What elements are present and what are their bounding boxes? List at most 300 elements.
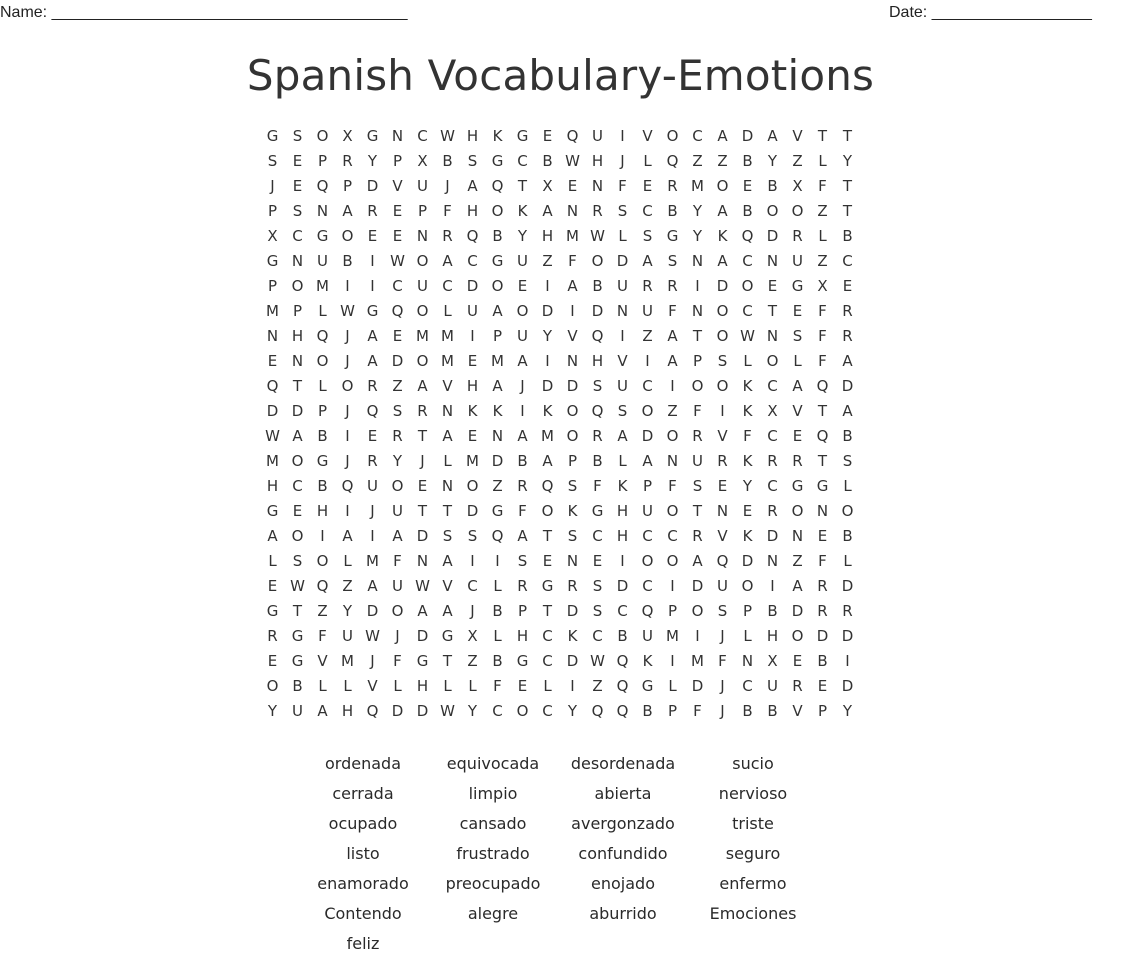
- grid-letter: Z: [492, 477, 503, 495]
- grid-letter: D: [566, 602, 579, 620]
- grid-letter: N: [441, 402, 454, 420]
- grid-letter: Z: [542, 252, 553, 270]
- grid-letter: E: [467, 427, 478, 445]
- grid-letter: I: [470, 552, 475, 570]
- grid-row: [260, 174, 862, 199]
- grid-letter: M: [691, 177, 704, 195]
- grid-letter: N: [266, 327, 279, 345]
- grid-letter: L: [443, 677, 452, 695]
- grid-letter: J: [720, 702, 725, 720]
- grid-letter: H: [316, 502, 329, 520]
- grid-letter: O: [666, 127, 679, 145]
- grid-letter: A: [492, 302, 503, 320]
- grid-letter: P: [692, 352, 703, 370]
- grid-letter: S: [467, 152, 478, 170]
- grid-letter: C: [492, 702, 503, 720]
- grid-letter: Q: [616, 702, 629, 720]
- grid-letter: I: [545, 277, 550, 295]
- grid-letter: C: [642, 527, 653, 545]
- word-bank-item: enamorado: [317, 874, 409, 893]
- grid-letter: L: [668, 677, 677, 695]
- page-title: Spanish Vocabulary-Emotions: [246, 51, 875, 100]
- grid-letter: R: [842, 602, 853, 620]
- grid-letter: E: [267, 577, 278, 595]
- grid-letter: K: [492, 402, 503, 420]
- grid-letter: C: [542, 627, 553, 645]
- grid-letter: B: [842, 227, 853, 245]
- grid-letter: P: [517, 602, 528, 620]
- grid-letter: O: [741, 277, 754, 295]
- grid-letter: Q: [666, 152, 679, 170]
- grid-letter: D: [816, 627, 829, 645]
- grid-letter: O: [716, 377, 729, 395]
- grid-letter: S: [617, 202, 628, 220]
- grid-letter: I: [845, 652, 850, 670]
- grid-letter: I: [320, 527, 325, 545]
- grid-letter: U: [692, 452, 703, 470]
- grid-letter: B: [817, 652, 828, 670]
- grid-letter: A: [442, 602, 453, 620]
- grid-letter: C: [742, 677, 753, 695]
- grid-letter: K: [742, 402, 753, 420]
- grid-letter: U: [367, 477, 378, 495]
- grid-letter: P: [342, 177, 353, 195]
- grid-letter: L: [743, 352, 752, 370]
- grid-letter: O: [841, 502, 854, 520]
- grid-letter: M: [666, 627, 679, 645]
- word-bank-item: ordenada: [325, 754, 401, 773]
- grid-letter: M: [441, 327, 454, 345]
- grid-letter: S: [567, 527, 578, 545]
- grid-letter: Q: [366, 702, 379, 720]
- grid-row: [260, 224, 862, 249]
- grid-letter: O: [416, 302, 429, 320]
- grid-letter: B: [642, 702, 653, 720]
- word-bank-item: cerrada: [332, 784, 394, 803]
- grid-letter: A: [292, 427, 303, 445]
- grid-letter: A: [542, 452, 553, 470]
- grid-letter: B: [767, 602, 778, 620]
- grid-letter: A: [417, 377, 428, 395]
- grid-letter: X: [767, 652, 778, 670]
- grid-letter: R: [692, 527, 703, 545]
- grid-letter: D: [391, 352, 404, 370]
- grid-letter: A: [442, 252, 453, 270]
- grid-letter: E: [517, 277, 528, 295]
- grid-letter: E: [767, 277, 778, 295]
- grid-letter: B: [517, 452, 528, 470]
- grid-letter: T: [842, 177, 853, 195]
- grid-letter: D: [366, 177, 379, 195]
- grid-letter: F: [818, 177, 827, 195]
- grid-letter: M: [366, 552, 379, 570]
- grid-letter: X: [767, 402, 778, 420]
- grid-letter: G: [541, 577, 554, 595]
- grid-letter: T: [767, 302, 778, 320]
- grid-letter: B: [317, 427, 328, 445]
- grid-letter: E: [517, 677, 528, 695]
- grid-letter: Y: [542, 327, 553, 345]
- grid-letter: X: [467, 627, 478, 645]
- grid-letter: K: [642, 652, 653, 670]
- word-bank: [298, 752, 818, 962]
- grid-letter: R: [842, 302, 853, 320]
- grid-letter: O: [591, 252, 604, 270]
- grid-letter: H: [516, 627, 529, 645]
- grid-letter: V: [792, 702, 803, 720]
- word-bank-item: feliz: [346, 934, 380, 953]
- grid-letter: A: [842, 402, 853, 420]
- grid-letter: H: [291, 327, 304, 345]
- grid-letter: B: [492, 227, 503, 245]
- grid-letter: S: [717, 602, 728, 620]
- grid-letter: E: [292, 152, 303, 170]
- grid-letter: S: [267, 152, 278, 170]
- grid-letter: Q: [816, 427, 829, 445]
- grid-letter: L: [493, 627, 502, 645]
- grid-letter: O: [291, 527, 304, 545]
- grid-letter: I: [620, 127, 625, 145]
- grid-letter: J: [370, 502, 375, 520]
- grid-letter: X: [342, 127, 353, 145]
- grid-letter: G: [366, 127, 379, 145]
- grid-letter: Y: [692, 227, 703, 245]
- grid-letter: O: [516, 702, 529, 720]
- grid-letter: R: [667, 277, 678, 295]
- grid-row: [260, 124, 862, 149]
- grid-letter: G: [491, 502, 504, 520]
- grid-letter: L: [393, 677, 402, 695]
- grid-letter: D: [416, 627, 429, 645]
- grid-letter: Y: [367, 152, 378, 170]
- grid-letter: M: [541, 427, 554, 445]
- grid-letter: L: [268, 552, 277, 570]
- grid-letter: D: [491, 452, 504, 470]
- grid-letter: O: [566, 427, 579, 445]
- grid-letter: T: [292, 602, 303, 620]
- grid-letter: A: [317, 702, 328, 720]
- grid-letter: Q: [591, 702, 604, 720]
- grid-letter: M: [491, 352, 504, 370]
- grid-letter: I: [470, 327, 475, 345]
- grid-letter: O: [716, 327, 729, 345]
- grid-letter: S: [292, 552, 303, 570]
- grid-letter: J: [395, 627, 400, 645]
- grid-letter: R: [367, 452, 378, 470]
- grid-letter: W: [565, 152, 580, 170]
- grid-letter: Q: [591, 402, 604, 420]
- grid-letter: H: [341, 702, 354, 720]
- grid-letter: E: [792, 302, 803, 320]
- grid-letter: D: [616, 252, 629, 270]
- grid-letter: D: [691, 577, 704, 595]
- grid-letter: B: [342, 252, 353, 270]
- grid-letter: F: [818, 552, 827, 570]
- grid-letter: D: [766, 527, 779, 545]
- grid-letter: E: [367, 227, 378, 245]
- grid-letter: Q: [641, 602, 654, 620]
- grid-letter: Z: [642, 327, 653, 345]
- grid-letter: A: [492, 377, 503, 395]
- grid-letter: L: [493, 577, 502, 595]
- name-field: Name: ________________________________________: [0, 4, 408, 21]
- grid-letter: S: [717, 352, 728, 370]
- grid-letter: F: [518, 502, 527, 520]
- grid-letter: L: [843, 477, 852, 495]
- grid-letter: C: [292, 477, 303, 495]
- grid-letter: K: [567, 502, 578, 520]
- word-bank-item: seguro: [725, 844, 781, 863]
- grid-letter: E: [742, 502, 753, 520]
- grid-letter: B: [742, 202, 753, 220]
- grid-letter: A: [342, 527, 353, 545]
- grid-letter: U: [642, 302, 653, 320]
- grid-letter: G: [791, 477, 804, 495]
- grid-letter: R: [342, 152, 353, 170]
- grid-letter: B: [742, 702, 753, 720]
- grid-letter: D: [691, 677, 704, 695]
- word-bank-item: confundido: [578, 844, 668, 863]
- grid-letter: A: [342, 202, 353, 220]
- grid-letter: Q: [366, 402, 379, 420]
- grid-letter: V: [367, 677, 378, 695]
- grid-letter: C: [742, 302, 753, 320]
- grid-letter: S: [392, 402, 403, 420]
- word-bank-item: nervioso: [718, 784, 788, 803]
- grid-letter: T: [442, 502, 453, 520]
- grid-letter: O: [641, 402, 654, 420]
- grid-letter: Y: [767, 152, 778, 170]
- grid-letter: R: [792, 452, 803, 470]
- grid-letter: D: [766, 227, 779, 245]
- grid-letter: L: [818, 227, 827, 245]
- grid-letter: E: [392, 202, 403, 220]
- grid-letter: F: [393, 652, 402, 670]
- grid-letter: P: [392, 152, 403, 170]
- grid-letter: O: [391, 602, 404, 620]
- grid-letter: U: [592, 127, 603, 145]
- grid-letter: T: [692, 502, 703, 520]
- grid-letter: T: [817, 127, 828, 145]
- grid-letter: N: [566, 202, 579, 220]
- grid-letter: N: [616, 302, 629, 320]
- grid-letter: V: [717, 427, 728, 445]
- grid-letter: Z: [342, 577, 353, 595]
- grid-letter: O: [766, 202, 779, 220]
- grid-letter: N: [491, 427, 504, 445]
- grid-letter: J: [420, 452, 425, 470]
- grid-letter: O: [716, 302, 729, 320]
- grid-letter: V: [392, 177, 403, 195]
- grid-letter: R: [767, 502, 778, 520]
- grid-letter: F: [493, 677, 502, 695]
- grid-letter: H: [616, 502, 629, 520]
- grid-letter: E: [717, 477, 728, 495]
- grid-letter: T: [817, 452, 828, 470]
- grid-letter: R: [817, 602, 828, 620]
- grid-letter: M: [566, 227, 579, 245]
- grid-letter: F: [693, 702, 702, 720]
- grid-letter: A: [642, 252, 653, 270]
- grid-letter: D: [266, 402, 279, 420]
- grid-letter: K: [567, 627, 578, 645]
- grid-letter: Q: [491, 527, 504, 545]
- grid-letter: E: [642, 177, 653, 195]
- grid-letter: B: [592, 277, 603, 295]
- grid-letter: Q: [591, 327, 604, 345]
- grid-letter: G: [266, 252, 279, 270]
- grid-letter: L: [343, 677, 352, 695]
- grid-letter: Z: [392, 377, 403, 395]
- grid-letter: C: [417, 127, 428, 145]
- grid-letter: E: [267, 352, 278, 370]
- grid-letter: U: [517, 327, 528, 345]
- grid-letter: R: [667, 177, 678, 195]
- grid-letter: F: [393, 552, 402, 570]
- grid-letter: J: [720, 627, 725, 645]
- grid-letter: S: [517, 552, 528, 570]
- grid-letter: S: [842, 452, 853, 470]
- word-bank-item: triste: [732, 814, 774, 833]
- grid-letter: U: [767, 677, 778, 695]
- grid-letter: U: [392, 502, 403, 520]
- grid-letter: R: [517, 577, 528, 595]
- grid-letter: Y: [517, 227, 528, 245]
- grid-letter: L: [443, 452, 452, 470]
- grid-letter: N: [766, 552, 779, 570]
- grid-letter: I: [695, 277, 700, 295]
- grid-letter: R: [517, 477, 528, 495]
- grid-letter: V: [717, 527, 728, 545]
- grid-letter: G: [491, 252, 504, 270]
- grid-row: [260, 424, 862, 449]
- grid-letter: B: [767, 702, 778, 720]
- grid-letter: T: [417, 502, 428, 520]
- grid-letter: N: [416, 552, 429, 570]
- grid-letter: S: [567, 477, 578, 495]
- grid-letter: P: [292, 302, 303, 320]
- grid-letter: Z: [792, 552, 803, 570]
- grid-letter: D: [841, 377, 854, 395]
- grid-letter: D: [741, 552, 754, 570]
- grid-letter: J: [345, 452, 350, 470]
- grid-letter: U: [617, 277, 628, 295]
- grid-letter: V: [642, 127, 653, 145]
- grid-letter: E: [592, 552, 603, 570]
- grid-letter: D: [791, 602, 804, 620]
- grid-letter: L: [343, 552, 352, 570]
- grid-row: [260, 524, 862, 549]
- grid-row: [260, 324, 862, 349]
- grid-letter: U: [317, 252, 328, 270]
- grid-letter: H: [466, 202, 479, 220]
- grid-row: [260, 574, 862, 599]
- grid-letter: S: [467, 527, 478, 545]
- grid-letter: Q: [816, 377, 829, 395]
- grid-letter: R: [367, 377, 378, 395]
- grid-letter: I: [695, 627, 700, 645]
- grid-letter: G: [816, 477, 829, 495]
- grid-row: [260, 599, 862, 624]
- grid-letter: N: [291, 352, 304, 370]
- grid-letter: R: [692, 427, 703, 445]
- grid-letter: D: [466, 502, 479, 520]
- grid-letter: G: [441, 627, 454, 645]
- grid-letter: G: [291, 627, 304, 645]
- grid-letter: B: [742, 152, 753, 170]
- grid-letter: O: [416, 252, 429, 270]
- grid-letter: B: [767, 177, 778, 195]
- grid-letter: W: [415, 577, 430, 595]
- grid-letter: C: [592, 527, 603, 545]
- grid-letter: O: [566, 402, 579, 420]
- grid-letter: U: [717, 577, 728, 595]
- grid-letter: L: [618, 452, 627, 470]
- grid-letter: Y: [467, 702, 478, 720]
- grid-letter: N: [566, 352, 579, 370]
- grid-letter: R: [417, 402, 428, 420]
- grid-letter: J: [620, 152, 625, 170]
- grid-letter: O: [791, 627, 804, 645]
- grid-letter: E: [542, 552, 553, 570]
- grid-letter: Z: [467, 652, 478, 670]
- grid-letter: A: [442, 552, 453, 570]
- grid-letter: Q: [316, 177, 329, 195]
- grid-letter: R: [592, 202, 603, 220]
- grid-letter: G: [516, 652, 529, 670]
- grid-letter: Z: [667, 402, 678, 420]
- grid-letter: I: [370, 252, 375, 270]
- grid-letter: A: [467, 177, 478, 195]
- grid-letter: C: [467, 252, 478, 270]
- grid-letter: Z: [817, 252, 828, 270]
- grid-letter: J: [345, 402, 350, 420]
- grid-letter: B: [542, 152, 553, 170]
- grid-letter: T: [292, 377, 303, 395]
- grid-letter: E: [392, 327, 403, 345]
- grid-letter: A: [367, 352, 378, 370]
- grid-letter: I: [545, 352, 550, 370]
- grid-letter: C: [592, 627, 603, 645]
- grid-letter: G: [516, 127, 529, 145]
- grid-letter: A: [517, 352, 528, 370]
- grid-letter: O: [666, 427, 679, 445]
- grid-letter: E: [792, 427, 803, 445]
- grid-letter: U: [467, 302, 478, 320]
- grid-letter: D: [591, 302, 604, 320]
- grid-letter: I: [720, 402, 725, 420]
- grid-letter: J: [345, 327, 350, 345]
- grid-row: [260, 499, 862, 524]
- grid-letter: C: [842, 252, 853, 270]
- grid-letter: Y: [267, 702, 278, 720]
- grid-letter: E: [817, 527, 828, 545]
- grid-letter: I: [670, 652, 675, 670]
- grid-letter: T: [442, 652, 453, 670]
- word-bank-item: frustrado: [456, 844, 530, 863]
- grid-letter: O: [341, 377, 354, 395]
- grid-letter: A: [542, 202, 553, 220]
- grid-letter: N: [716, 502, 729, 520]
- grid-row: [260, 274, 862, 299]
- grid-letter: F: [743, 427, 752, 445]
- grid-letter: P: [317, 402, 328, 420]
- grid-letter: O: [491, 277, 504, 295]
- grid-letter: I: [370, 277, 375, 295]
- grid-letter: D: [841, 577, 854, 595]
- grid-letter: B: [492, 652, 503, 670]
- word-bank-item: equivocada: [446, 754, 540, 773]
